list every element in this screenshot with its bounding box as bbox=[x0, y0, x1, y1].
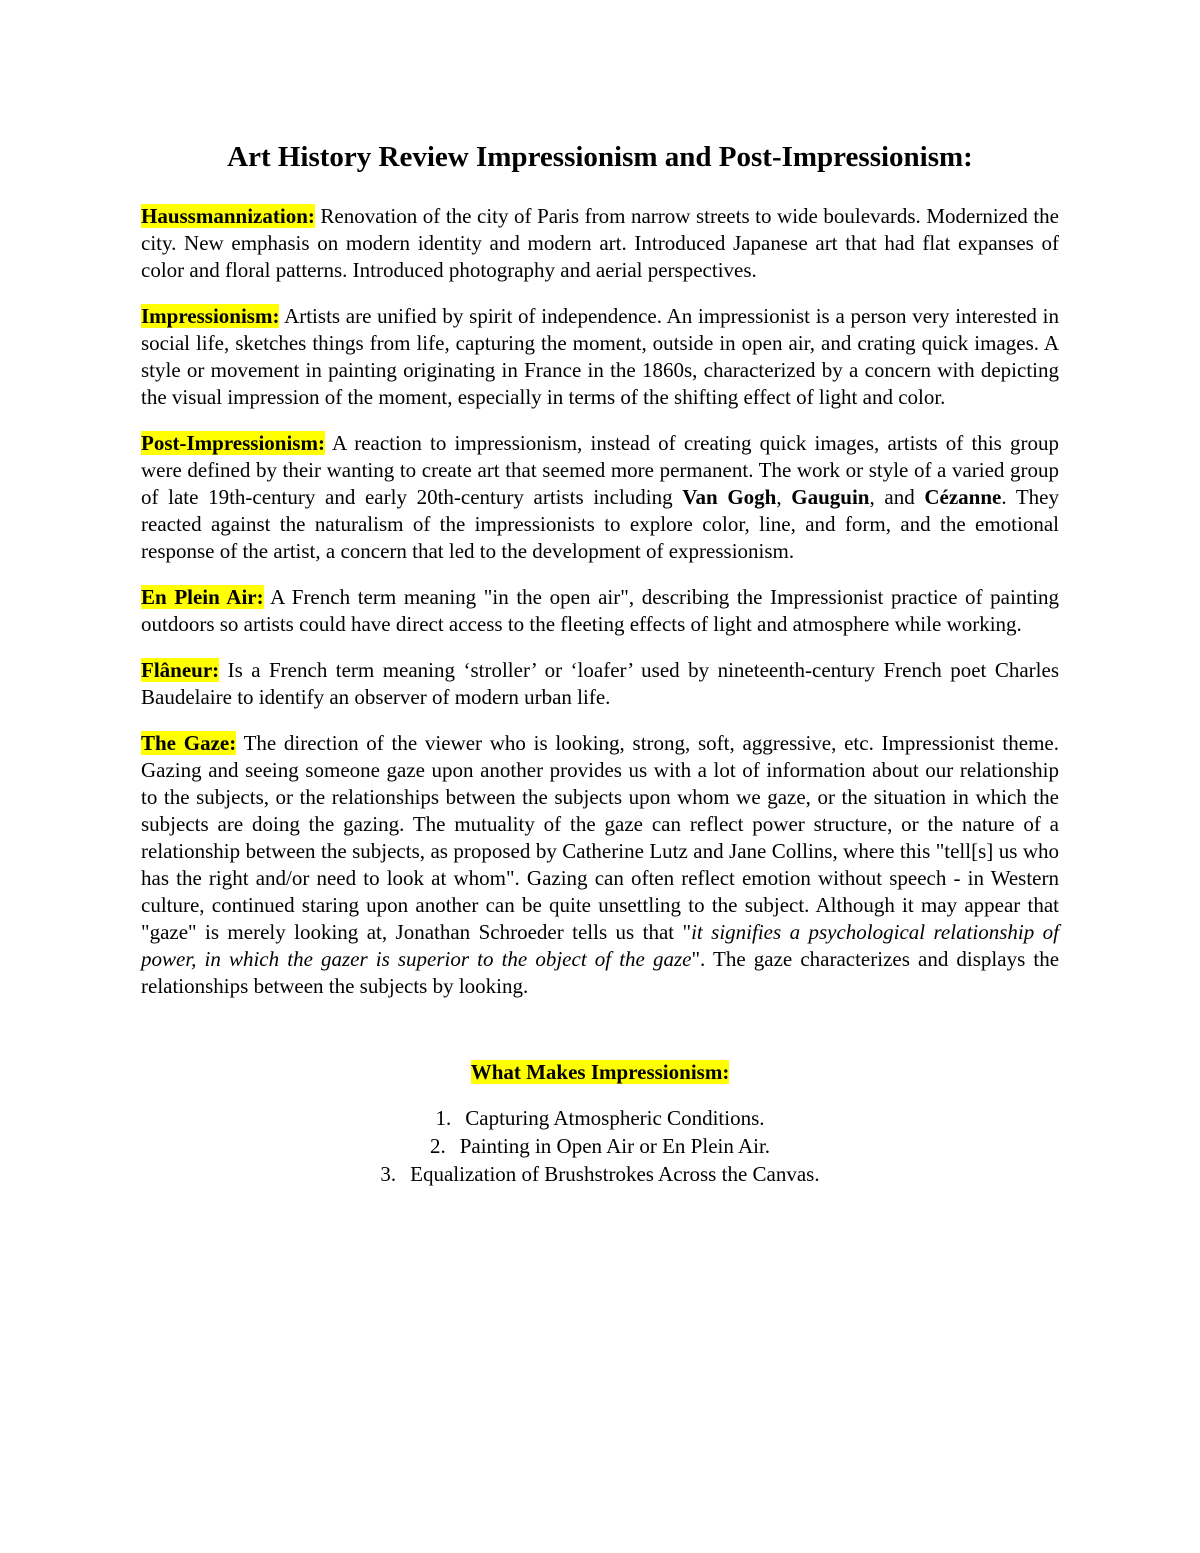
artist-gauguin: Gauguin bbox=[791, 484, 870, 509]
entry-en-plein-air bbox=[141, 584, 1059, 638]
list-item bbox=[141, 1132, 1059, 1160]
term-impressionism: Impressionism: bbox=[141, 303, 280, 328]
artist-van-gogh: Van Gogh bbox=[682, 484, 777, 509]
list-item bbox=[141, 1104, 1059, 1132]
definition-haussmannization: Renovation of the city of Paris from narrow streets to wide boulevards. Modernized the city. New emphasis on modern identity and modern art. Introduced Japanese art that had flat expanses of color and floral patterns. Introduced photography and aerial perspectives. bbox=[141, 203, 1059, 282]
definition-the-gaze-part-1: The direction of the viewer who is looking, strong, soft, aggressive, etc. Impressionist theme. Gazing and seeing someone gaze upon another provides us with a lot of information about our relationship to the subjects, or the relationships between the subjects upon whom we gaze, or the situation in which the subjects are doing the gazing. The mutuality of the gaze can reflect power structure, or the nature of a relationship between the subjects, as proposed by Catherine Lutz and Jane Collins, where this "tell[s] us who has the right and/or need to look at whom". Gazing can often reflect emotion without speech - in Western culture, continued staring upon another can be quite unsettling to the subject. Although it may appear that "gaze" is merely looking at, Jonathan Schroeder tells us that " bbox=[141, 730, 1059, 944]
entry-haussmannization bbox=[141, 203, 1059, 284]
entry-post-impressionism bbox=[141, 430, 1059, 565]
definition-flaneur: Is a French term meaning ‘stroller’ or ‘loafer’ used by nineteenth-century French poet Charles Baudelaire to identify an observer of modern urban life. bbox=[141, 657, 1059, 709]
definition-the-gaze-part-2: ". The gaze characterizes and displays the relationships between the subjects by looking. bbox=[141, 946, 1060, 998]
entry-the-gaze bbox=[141, 730, 1059, 1000]
definition-post-impressionism-part-1: A reaction to impressionism, instead of creating quick images, artists of this group were defined by their wanting to create art that seemed more permanent. The work or style of a varied group of late 19th-century and early 20th-century artists including bbox=[141, 430, 1060, 509]
separator-2: , and bbox=[869, 484, 915, 509]
list-item-number: 3. bbox=[380, 1161, 397, 1186]
term-flaneur: Flâneur: bbox=[141, 657, 220, 682]
definition-post-impressionism-part-2: . They reacted against the naturalism of the impressionists to explore color, line, and form, and the emotional response of the artist, a concern that led to the development of expressionism. bbox=[141, 484, 1060, 563]
list-item-number: 1. bbox=[435, 1105, 452, 1130]
term-post-impressionism: Post-Impressionism: bbox=[141, 430, 325, 455]
page-title: Art History Review Impressionism and Post-Impressionism: bbox=[227, 141, 973, 173]
term-the-gaze: The Gaze: bbox=[141, 730, 237, 755]
document-page bbox=[141, 140, 1059, 1188]
term-en-plein-air: En Plein Air: bbox=[141, 584, 264, 609]
definition-impressionism: Artists are unified by spirit of independence. An impressionist is a person very interested in social life, sketches things from life, capturing the moment, outside in open air, and crating quick images. A style or movement in painting originating in France in the 1860s, characterized by a concern with depicting the visual impression of the moment, especially in terms of the shifting effect of light and color. bbox=[141, 303, 1059, 409]
schroeder-quote: it signifies a psychological relationship of power, in which the gazer is superior to the object of the gaze bbox=[141, 919, 1060, 971]
list-item-text: Equalization of Brushstrokes Across the Canvas. bbox=[410, 1161, 820, 1186]
list-item-text: Capturing Atmospheric Conditions. bbox=[465, 1105, 765, 1130]
artist-cezanne: Cézanne bbox=[924, 484, 1002, 509]
what-makes-heading bbox=[141, 1059, 1059, 1086]
separator-1: , bbox=[776, 484, 782, 509]
list-item bbox=[141, 1160, 1059, 1188]
entry-impressionism bbox=[141, 303, 1059, 411]
what-makes-heading-text: What Makes Impressionism: bbox=[470, 1059, 730, 1084]
term-haussmannization: Haussmannization: bbox=[141, 203, 315, 228]
list-item-number: 2. bbox=[429, 1133, 446, 1158]
definition-en-plein-air: A French term meaning "in the open air", describing the Impressionist practice of painting outdoors so artists could have direct access to the fleeting effects of light and atmosphere while working. bbox=[141, 584, 1059, 636]
what-makes-list bbox=[141, 1104, 1059, 1188]
entry-flaneur bbox=[141, 657, 1059, 711]
list-item-text: Painting in Open Air or En Plein Air. bbox=[459, 1133, 771, 1158]
